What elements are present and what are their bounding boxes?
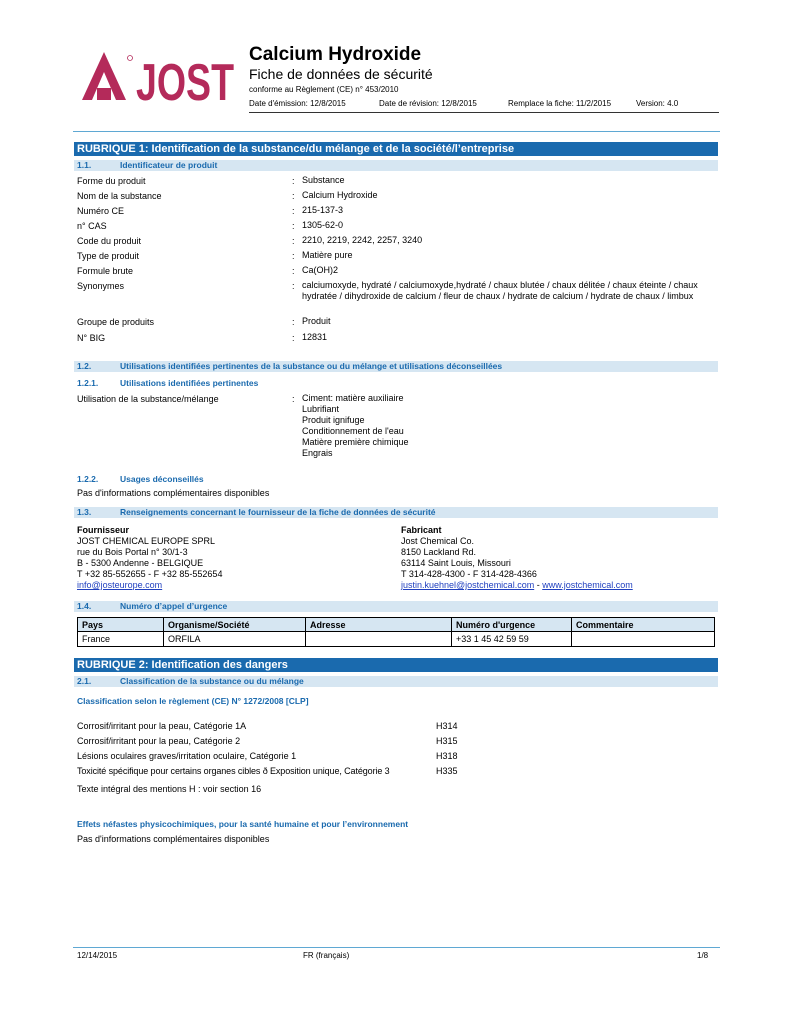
table-cell	[572, 632, 715, 647]
document-title: Calcium Hydroxide	[249, 44, 422, 65]
field-label: N° BIG	[77, 333, 106, 343]
regulation-note: conforme au Règlement (CE) n° 453/2010	[249, 85, 399, 94]
field-value: Calcium Hydroxide	[302, 190, 378, 200]
supplier-line: rue du Bois Portal n° 30/1-3	[77, 547, 188, 557]
subsection-1-2: 1.2. Utilisations identifiées pertinentes de la substance ou du mélange et utilisations déconseillées	[74, 361, 718, 372]
field-label: n° CAS	[77, 221, 107, 231]
field-label: Groupe de produits	[77, 317, 155, 327]
field-value: 12831	[302, 332, 328, 342]
section-1-title: RUBRIQUE 1: Identification de la substance/du mélange et de la société/l’entreprise	[74, 142, 718, 156]
column-header: Numéro d'urgence	[452, 618, 572, 632]
h-statements-note: Texte intégral des mentions H : voir section 16	[77, 784, 262, 794]
link-separator: -	[534, 580, 543, 590]
version: Version: 4.0	[636, 99, 679, 108]
use-item: Matière première chimique	[302, 437, 409, 447]
field-label: Nom de la substance	[77, 191, 162, 201]
field-label: Code du produit	[77, 236, 142, 246]
table-header-row	[78, 618, 715, 632]
table-cell: France	[78, 632, 164, 647]
logo-text: JOST	[136, 54, 235, 112]
supplier-heading: Fournisseur	[77, 525, 130, 535]
emission-date: Date d'émission: 12/8/2015	[249, 99, 346, 108]
section-2-title: RUBRIQUE 2: Identification des dangers	[74, 658, 718, 672]
field-value: 1305-62-0	[302, 220, 344, 230]
supplier-email-link[interactable]: info@josteurope.com	[77, 580, 163, 590]
clp-classification-title: Classification selon le règlement (CE) N° 1272/2008 [CLP]	[77, 696, 309, 706]
field-value: Matière pure	[302, 250, 353, 260]
field-value: Ca(OH)2	[302, 265, 339, 275]
top-divider	[73, 131, 720, 132]
use-item: Ciment: matière auxiliaire	[302, 393, 404, 403]
use-item: Conditionnement de l'eau	[302, 426, 404, 436]
column-header: Adresse	[306, 618, 452, 632]
table-row	[78, 632, 715, 647]
hazard-code: H335	[436, 766, 458, 776]
subsection-1-4: 1.4. Numéro d’appel d’urgence	[74, 601, 718, 612]
manufacturer-email-link[interactable]: justin.kuehnel@jostchemical.com	[401, 580, 535, 590]
field-value: Substance	[302, 175, 345, 185]
header-divider	[249, 112, 719, 113]
manufacturer-block	[401, 525, 633, 591]
adverse-effects-title: Effets néfastes physicochimiques, pour la santé humaine et pour l’environnement	[77, 819, 409, 829]
document-subtitle: Fiche de données de sécurité	[249, 66, 433, 82]
use-label: Utilisation de la substance/mélange	[77, 394, 219, 404]
supplier-block	[77, 525, 222, 591]
no-info-text: Pas d'informations complémentaires disponibles	[77, 488, 270, 498]
manufacturer-line: Jost Chemical Co.	[401, 536, 475, 546]
hazard-code: H314	[436, 721, 458, 731]
use-item: Engrais	[302, 448, 333, 458]
supplier-line: JOST CHEMICAL EUROPE SPRL	[77, 536, 216, 546]
use-item: Lubrifiant	[302, 404, 340, 414]
classification-name: Toxicité spécifique pour certains organes cibles ð Exposition unique, Catégorie 3	[77, 766, 390, 776]
footer-language: FR (français)	[303, 951, 350, 960]
subsection-1-1: 1.1. Identificateur de produit	[74, 160, 718, 171]
footer-date: 12/14/2015	[77, 951, 118, 960]
hazard-code: H315	[436, 736, 458, 746]
subsection-1-3: 1.3. Renseignements concernant le fournisseur de la fiche de données de sécurité	[74, 507, 718, 518]
manufacturer-line: 63114 Saint Louis, Missouri	[401, 558, 511, 568]
field-label: Forme du produit	[77, 176, 146, 186]
revision-date: Date de révision: 12/8/2015	[379, 99, 477, 108]
manufacturer-website-link[interactable]: www.jostchemical.com	[542, 580, 633, 590]
replaces-date: Remplace la fiche: 11/2/2015	[508, 99, 612, 108]
field-label: Synonymes	[77, 281, 125, 291]
classification-name: Corrosif/irritant pour la peau, Catégorie 2	[77, 736, 241, 746]
field-value: 2210, 2219, 2242, 2257, 3240	[302, 235, 423, 245]
field-value: calciumoxyde, hydraté / calciumoxyde,hydraté / chaux blutée / chaux délitée / chaux éteinte / chaux hydratée / dihydroxide de calcium / fleur de chaux / hydrate de calcium / hydrate de chaux / limbux	[302, 280, 698, 301]
supplier-line: T +32 85-552655 - F +32 85-552654	[77, 569, 223, 579]
column-header: Commentaire	[572, 618, 715, 632]
manufacturer-line: 8150 Lackland Rd.	[401, 547, 477, 557]
manufacturer-heading: Fabricant	[401, 525, 442, 535]
field-label: Numéro CE	[77, 206, 125, 216]
field-value: Produit	[302, 316, 331, 326]
use-item: Produit ignifuge	[302, 415, 365, 425]
subsection-2-1: 2.1. Classification de la substance ou du mélange	[74, 676, 718, 687]
field-label: Type de produit	[77, 251, 140, 261]
column-header: Organisme/Société	[164, 618, 306, 632]
manufacturer-line: T 314-428-4300 - F 314-428-4366	[401, 569, 537, 579]
emergency-table	[77, 617, 715, 647]
table-cell: ORFILA	[164, 632, 306, 647]
footer-page-number: 1/8	[697, 951, 709, 960]
field-label: Formule brute	[77, 266, 134, 276]
table-cell: +33 1 45 42 59 59	[452, 632, 572, 647]
supplier-line: B - 5300 Andenne - BELGIQUE	[77, 558, 204, 568]
classification-name: Lésions oculaires graves/irritation oculaire, Catégorie 1	[77, 751, 297, 761]
no-info-text: Pas d'informations complémentaires disponibles	[77, 834, 270, 844]
classification-name: Corrosif/irritant pour la peau, Catégorie 1A	[77, 721, 247, 731]
hazard-code: H318	[436, 751, 458, 761]
footer-divider	[73, 947, 720, 948]
table-cell	[306, 632, 452, 647]
field-value: 215-137-3	[302, 205, 344, 215]
uses-list	[302, 393, 712, 459]
jost-logo	[80, 50, 235, 112]
column-header: Pays	[78, 618, 164, 632]
